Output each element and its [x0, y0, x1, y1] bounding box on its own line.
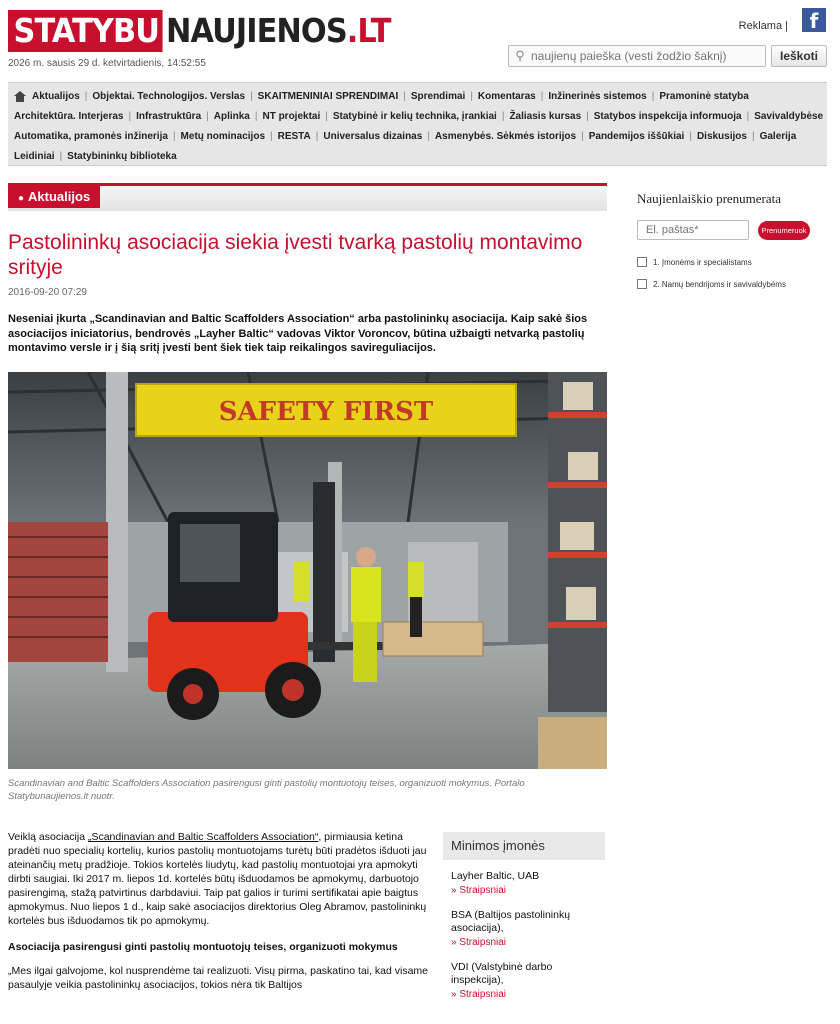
- nav-row: [14, 86, 821, 106]
- search-input[interactable]: [531, 49, 761, 63]
- mention-item: [443, 951, 605, 1003]
- association-link[interactable]: „Scandinavian and Baltic Scaffolders Association“: [87, 831, 319, 843]
- logo-part2: NAUJIENOS.LT: [166, 11, 391, 50]
- nav-item-galerija[interactable]: | Galerija: [747, 131, 796, 142]
- nav-row: [14, 126, 821, 146]
- company-name[interactable]: BSA (Baltijos pastolininkų asociacija),: [451, 909, 571, 934]
- banner-text: SAFETY FIRST: [218, 397, 434, 427]
- company-name[interactable]: VDI (Valstybinė darbo inspekcija),: [451, 961, 553, 986]
- mentioned-companies: [443, 832, 605, 1024]
- nav-row: [14, 106, 824, 126]
- site-logo[interactable]: [8, 10, 410, 52]
- nav-item-skaitmeniniai[interactable]: | SKAITMENINIAI SPRENDIMAI: [245, 91, 398, 102]
- nav-item-zaliasis[interactable]: | Žaliasis kursas: [497, 111, 581, 122]
- nav-item-dizainas[interactable]: | Universalus dizainas: [311, 131, 423, 142]
- nav-item-nominacijos[interactable]: | Metų nominacijos: [168, 131, 265, 142]
- nav-item-pramonine[interactable]: | Pramoninė statyba: [647, 91, 749, 102]
- ads-link[interactable]: Reklama |: [738, 20, 788, 32]
- article-date: 2016-09-20 07:29: [8, 287, 87, 298]
- checkbox[interactable]: [637, 257, 647, 267]
- article-photo[interactable]: [8, 372, 607, 769]
- articles-link[interactable]: » Straipsniai: [451, 885, 507, 896]
- current-datetime: 2026 m. sausis 29 d. ketvirtadienis, 14:52:55: [8, 58, 206, 69]
- logo-part1: STATYBU: [8, 10, 163, 52]
- nav-item-komentaras[interactable]: | Komentaras: [465, 91, 535, 102]
- section-tab-aktualijos[interactable]: ● Aktualijos: [8, 186, 100, 208]
- article-title: Pastolininkų asociacija siekia įvesti tvarką pastolių montavimo srityje: [8, 231, 583, 279]
- nav-item-infrastruktura[interactable]: | Infrastruktūra: [124, 111, 202, 122]
- nav-item-savivaldybese[interactable]: | Savivaldybėse: [742, 111, 824, 122]
- newsletter-option-communities[interactable]: [637, 279, 787, 290]
- newsletter-option-companies[interactable]: [637, 257, 752, 268]
- nav-item-biblioteka[interactable]: | Statybininkų biblioteka: [55, 151, 177, 162]
- option-label: 1. Įmonėms ir specialistams: [653, 258, 752, 267]
- nav-item-aktualijos[interactable]: Aktualijos: [14, 91, 80, 102]
- articles-link[interactable]: » Straipsniai: [451, 989, 507, 1000]
- newsletter-email-field[interactable]: [637, 220, 749, 240]
- search-icon: ⚲: [515, 48, 525, 63]
- mention-item: [443, 860, 605, 899]
- nav-item-asmenybes[interactable]: | Asmenybės. Sėkmės istorijos: [422, 131, 576, 142]
- nav-item-sprendimai[interactable]: | Sprendimai: [398, 91, 465, 102]
- paragraph: Veiklą asociacija „Scandinavian and Baltic Scaffolders Association“, pirmiausia ketina pradėti nuo specialių kortelių, kurios pastolių montuotojams turėtų būti pradėtos išduoti jau ateinančių metų pradžioje. Tokios kortelės liudytų, kad pastolių montuotojai yra apmokyti dirbti saugiai. Iki 2017 m. liepos 1d. kortelės būtų išduodamos be apmokymų, darbuotojo pasirengimą, stažą patvirtinus darbdaviui. Taip pat galios ir turimi sertifikatai apie baigtus apmokymus. Nuo liepos 1 d., kaip sakė asociacijos direktorius Oleg Abramov, pastolininkų kortelės bus išduodamos tik po apmokymų.: [8, 831, 427, 927]
- nav-item-automatika[interactable]: Automatika, pramonės inžinerija: [14, 130, 168, 142]
- article-subheading: Asociacija pasirengusi ginti pastolių montuotojų teises, organizuoti mokymus: [8, 941, 398, 953]
- article-lead: Neseniai įkurta „Scandinavian and Baltic Scaffolders Association“ arba pastolininkų asociacija. Kaip sakė šios asociacijos iniciatorius, bendrovės „Layher Baltic“ vadovas Viktor Voroncov, būtina užbaigti netvarką pastolių montavimo versle ir į šią sritį įvesti bent šiek tiek taip reikalingos savireguliacijos.: [8, 313, 588, 355]
- nav-item-technika[interactable]: | Statybinė ir kelių technika, įrankiai: [320, 111, 497, 122]
- mentions-heading: Minimos įmonės: [443, 832, 605, 860]
- nav-item-aplinka[interactable]: | Aplinka: [201, 111, 250, 122]
- nav-item-diskusijos[interactable]: | Diskusijos: [684, 131, 747, 142]
- nav-item-inspekcija[interactable]: | Statybos inspekcija informuoja: [581, 111, 741, 122]
- nav-item-objektai[interactable]: | Objektai. Technologijos. Verslas: [80, 91, 245, 102]
- nav-item-nt-projektai[interactable]: | NT projektai: [250, 111, 320, 122]
- home-icon[interactable]: [14, 91, 26, 102]
- checkbox[interactable]: [637, 279, 647, 289]
- newsletter-title: Naujienlaiškio prenumerata: [637, 191, 782, 206]
- articles-link[interactable]: » Straipsniai: [451, 937, 507, 948]
- search-box: [508, 45, 766, 67]
- search-button[interactable]: Ieškoti: [771, 45, 827, 67]
- nav-item-leidiniai[interactable]: Leidiniai: [14, 150, 55, 162]
- nav-item-architektura[interactable]: Architektūra. Interjeras: [14, 110, 124, 122]
- nav-item-inzinerines[interactable]: | Inžinerinės sistemos: [536, 91, 647, 102]
- nav-item-pandemija[interactable]: | Pandemijos iššūkiai: [576, 131, 684, 142]
- photo-caption: Scandinavian and Baltic Scaffolders Association pasirengusi ginti pastolių montuotojų teises, organizuoti mokymus. Portalo Statybunaujienos.lt nuotr.: [8, 778, 525, 802]
- nav-item-resta[interactable]: | RESTA: [265, 131, 311, 142]
- article-body: [8, 830, 428, 1004]
- paragraph: „Mes ilgai galvojome, kol nusprendėme tai realizuoti. Visų pirma, paskatino tai, kad visame pasaulyje veikia pastolininkų asociacijos, tokios nėra tik Baltijos: [8, 965, 429, 991]
- section-header: [8, 183, 607, 211]
- mention-item: [443, 899, 605, 951]
- subscribe-button[interactable]: Prenumeruok: [758, 221, 810, 240]
- facebook-icon[interactable]: f: [802, 8, 826, 32]
- nav-row: [14, 146, 821, 166]
- main-nav: [8, 82, 827, 166]
- company-name[interactable]: Layher Baltic, UAB: [451, 870, 540, 882]
- option-label: 2. Namų bendrijoms ir savivaldybėms: [653, 280, 786, 289]
